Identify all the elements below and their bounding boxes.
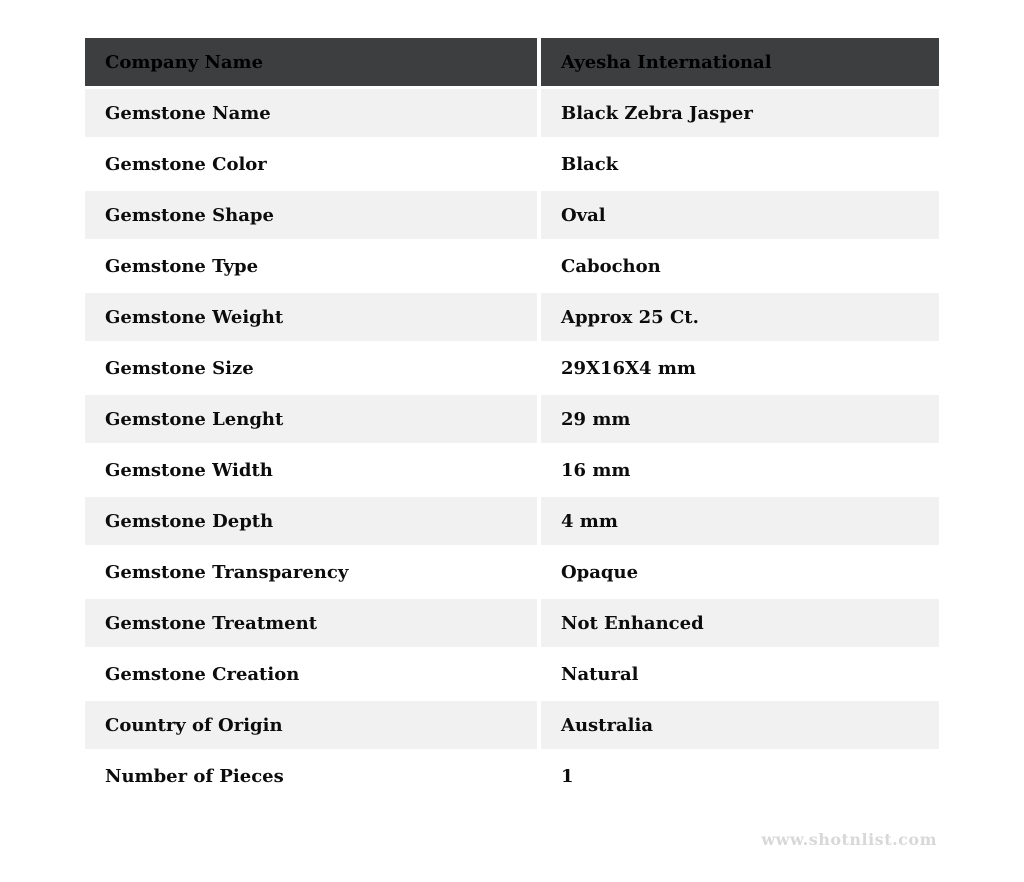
row-label-cell: Gemstone Treatment xyxy=(85,599,537,647)
row-value-cell: Not Enhanced xyxy=(541,599,939,647)
row-label-cell: Gemstone Creation xyxy=(85,650,537,698)
row-value-cell: Cabochon xyxy=(541,242,939,290)
row-value-cell: Opaque xyxy=(541,548,939,596)
row-label-cell: Country of Origin xyxy=(85,701,537,749)
row-label-cell: Gemstone Depth xyxy=(85,497,537,545)
row-label-cell: Gemstone Shape xyxy=(85,191,537,239)
row-value-cell: 16 mm xyxy=(541,446,939,494)
header-value-cell: Ayesha International xyxy=(541,38,939,86)
gemstone-spec-table xyxy=(85,38,939,800)
row-value-cell: Black xyxy=(541,140,939,188)
row-value-cell: 29 mm xyxy=(541,395,939,443)
row-label-cell: Gemstone Width xyxy=(85,446,537,494)
row-value-cell: Oval xyxy=(541,191,939,239)
row-label-cell: Gemstone Transparency xyxy=(85,548,537,596)
row-label-cell: Gemstone Name xyxy=(85,89,537,137)
header-label-cell: Company Name xyxy=(85,38,537,86)
row-value-cell: Natural xyxy=(541,650,939,698)
row-value-cell: 4 mm xyxy=(541,497,939,545)
row-label-cell: Gemstone Color xyxy=(85,140,537,188)
row-label-cell: Number of Pieces xyxy=(85,752,537,800)
row-value-cell: Approx 25 Ct. xyxy=(541,293,939,341)
row-label-cell: Gemstone Lenght xyxy=(85,395,537,443)
watermark-text: www.shotnlist.com xyxy=(761,830,937,849)
row-label-cell: Gemstone Size xyxy=(85,344,537,392)
row-value-cell: 29X16X4 mm xyxy=(541,344,939,392)
row-label-cell: Gemstone Weight xyxy=(85,293,537,341)
row-value-cell: Black Zebra Jasper xyxy=(541,89,939,137)
row-value-cell: Australia xyxy=(541,701,939,749)
row-value-cell: 1 xyxy=(541,752,939,800)
row-label-cell: Gemstone Type xyxy=(85,242,537,290)
